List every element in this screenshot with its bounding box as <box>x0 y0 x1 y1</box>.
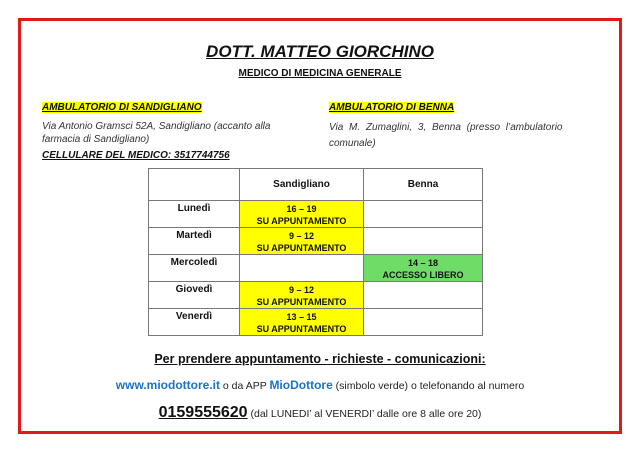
address-line: comunale) <box>329 138 376 149</box>
slot-cell <box>240 309 364 336</box>
slot-cell <box>240 282 364 309</box>
header-cell: Benna <box>364 169 483 201</box>
day-cell: Lunedì <box>149 201 240 228</box>
day-cell: Mercoledì <box>149 255 240 282</box>
clinic-name: AMBULATORIO DI SANDIGLIANO <box>42 102 202 113</box>
slot-cell <box>364 282 483 309</box>
header-cell: Sandigliano <box>240 169 364 201</box>
header-cell <box>149 169 240 201</box>
slot-cell <box>364 255 483 282</box>
mobile-number: CELLULARE DEL MEDICO: 3517744756 <box>42 150 230 161</box>
table-header <box>149 169 483 201</box>
slot-mode: SU APPUNTAMENTO <box>256 324 347 334</box>
booking-text: o da APP <box>220 380 270 392</box>
address-line: Via M. Zumaglini, 3, Benna (presso l’ambulatorio <box>329 122 563 133</box>
clinic-address <box>42 118 302 148</box>
website-link[interactable]: www.miodottore.it <box>115 378 220 392</box>
slot-hours: 13 – 15 <box>286 312 317 322</box>
booking-text: (simbolo verde) o telefonando al numero <box>332 380 525 392</box>
app-name: MioDottore <box>269 378 333 392</box>
slot-cell <box>364 201 483 228</box>
phone-info <box>0 404 640 422</box>
slot-cell <box>240 255 364 282</box>
table-row <box>149 228 483 255</box>
slot-mode: SU APPUNTAMENTO <box>256 243 347 253</box>
slot-mode: SU APPUNTAMENTO <box>256 297 347 307</box>
schedule-table <box>148 168 483 336</box>
phone-number: 0159555620 <box>158 404 248 421</box>
clinic-address <box>329 118 591 154</box>
doctor-role: MEDICO DI MEDICINA GENERALE <box>238 68 402 79</box>
table-row <box>149 255 483 282</box>
address-line: Via Antonio Gramsci 52A, Sandigliano (accanto alla <box>42 121 271 132</box>
slot-mode: SU APPUNTAMENTO <box>256 216 347 226</box>
slot-hours: 14 – 18 <box>407 258 439 268</box>
address-line: farmacia di Sandigliano) <box>42 134 150 145</box>
slot-cell <box>240 228 364 255</box>
clinic-name: AMBULATORIO DI BENNA <box>329 102 455 113</box>
doctor-name: DOTT. MATTEO GIORCHINO <box>206 42 434 61</box>
day-cell: Giovedì <box>149 282 240 309</box>
slot-cell <box>240 201 364 228</box>
day-cell: Venerdì <box>149 309 240 336</box>
day-cell: Martedì <box>149 228 240 255</box>
slot-cell <box>364 228 483 255</box>
table-row <box>149 309 483 336</box>
clinic-benna <box>329 97 591 154</box>
slot-mode: ACCESSO LIBERO <box>382 270 464 280</box>
phone-hours: (dal LUNEDI’ al VENERDI’ dalle ore 8 alle ore 20) <box>247 408 482 420</box>
table-row <box>149 282 483 309</box>
slot-hours: 9 – 12 <box>288 231 315 241</box>
clinic-sandigliano <box>42 97 302 148</box>
slot-hours: 9 – 12 <box>288 285 315 295</box>
slot-cell <box>364 309 483 336</box>
booking-info <box>0 378 640 392</box>
appointment-heading: Per prendere appuntamento - richieste - comunicazioni: <box>154 352 486 366</box>
slot-hours: 16 – 19 <box>286 204 317 214</box>
table-row <box>149 201 483 228</box>
